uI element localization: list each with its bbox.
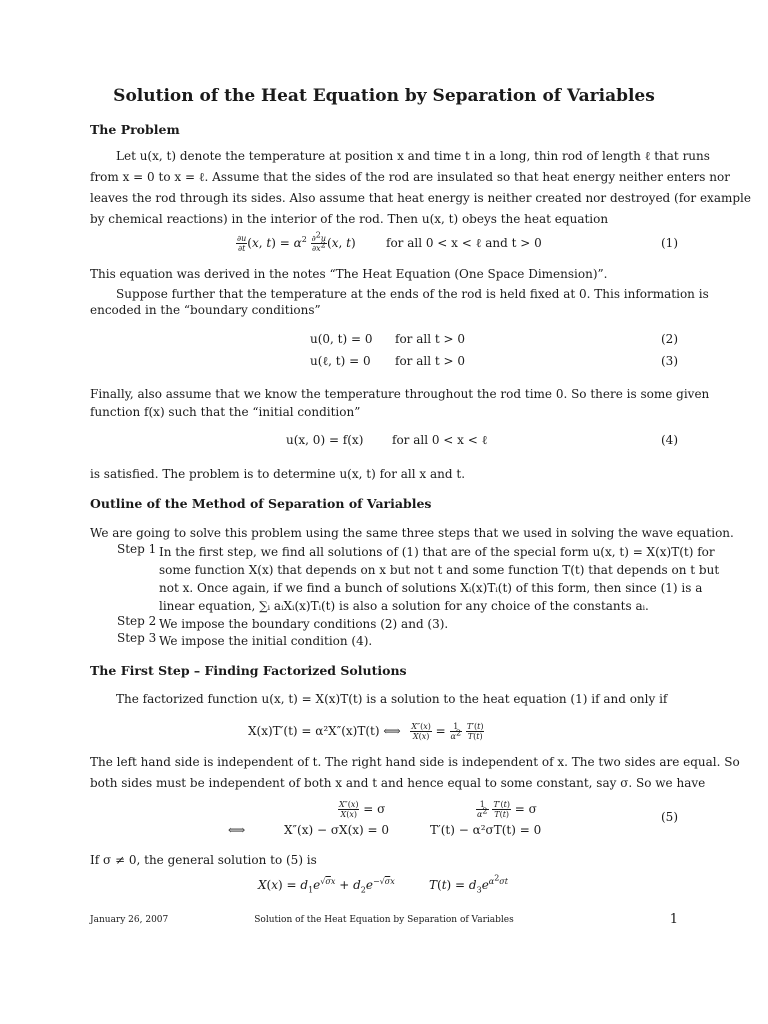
step-text-line: some function X(x) that depends on x but not t and some function T(t) that depends on t but xyxy=(159,563,720,577)
section-heading-outline: Outline of the Method of Separation of Variables xyxy=(90,496,432,511)
paragraph-line: The factorized function u(x, t) = X(x)T(t) is a solution to the heat equation (1) if and only if xyxy=(116,692,668,706)
page-number: 1 xyxy=(669,912,678,927)
equation-5-iff: ⟺ xyxy=(228,823,246,837)
page-title: Solution of the Heat Equation by Separation of Variables xyxy=(113,86,655,106)
paragraph-line: We are going to solve this problem using the same three steps that we used in solving the wave equation. xyxy=(90,526,734,540)
equation-5-right-bottom: T′(t) − α²σT(t) = 0 xyxy=(430,823,542,837)
paragraph-line: Suppose further that the temperature at the ends of the rod is held fixed at 0. This information is xyxy=(116,287,709,301)
paragraph-line: This equation was derived in the notes “The Heat Equation (One Space Dimension)”. xyxy=(90,267,608,281)
step-text-line: linear equation, ∑ᵢ aᵢXᵢ(x)Tᵢ(t) is also a solution for any choice of the constants aᵢ. xyxy=(159,599,649,613)
equation-2-condition: for all t > 0 xyxy=(395,332,466,346)
paragraph-line: encoded in the “boundary conditions” xyxy=(90,303,321,317)
paragraph-line: both sides must be independent of both x and t and hence equal to some constant, say σ. So we have xyxy=(90,776,706,790)
paragraph-line: by chemical reactions) in the interior of the rod. Then u(x, t) obeys the heat equation xyxy=(90,212,609,226)
equation-5-left-top-rhs: = σ xyxy=(363,802,386,816)
equation-number: (1) xyxy=(661,236,678,250)
paragraph-line: is satisfied. The problem is to determine u(x, t) for all x and t. xyxy=(90,467,466,481)
equation-4-condition: for all 0 < x < ℓ xyxy=(392,433,488,447)
footer-date: January 26, 2007 xyxy=(90,915,169,925)
equation-factorized-lhs: X(x)T′(t) = α²X″(x)T(t) ⟺ xyxy=(248,724,401,738)
equation-5-right-top: $\frac{1}{\alpha^2}$ $\frac{T'(t)}{T(t)}$ = σ xyxy=(477,800,537,819)
paragraph-line: function f(x) such that the “initial condition” xyxy=(90,405,361,419)
section-heading-first-step: The First Step – Finding Factorized Solutions xyxy=(90,663,407,678)
equation-4-lhs: u(x, 0) = f(x) xyxy=(286,433,364,447)
step-text-line: In the first step, we find all solutions of (1) that are of the special form u(x, t) = X(x)T(t) for xyxy=(159,545,715,559)
footer-title: Solution of the Heat Equation by Separation of Variables xyxy=(254,915,514,925)
paragraph-line: from x = 0 to x = ℓ. Assume that the sides of the rod are insulated so that heat energy neither enters nor xyxy=(90,170,730,184)
equation-3-condition: for all t > 0 xyxy=(395,354,466,368)
paragraph-line: The left hand side is independent of t. The right hand side is independent of x. The two sides are equal. So xyxy=(90,755,740,769)
section-heading-problem: The Problem xyxy=(90,122,180,137)
paragraph-line: If σ ≠ 0, the general solution to (5) is xyxy=(90,853,317,867)
equation-2-lhs: u(0, t) = 0 xyxy=(310,332,373,346)
equation-1-lhs: $\frac{\partial u}{\partial t}$ (x, $t) = \alpha^2$ $\frac{\partial^2u}{\partial x^2}$ (x, t) xyxy=(237,230,356,253)
step-text-line: We impose the initial condition (4). xyxy=(159,634,373,648)
equation-6-left: $X(x) = d_1e^{√\sigma x} + d_2e^{-√\sigma x}$ xyxy=(258,877,395,895)
paragraph-line: Let u(x, t) denote the temperature at position x and time t in a long, thin rod of length ℓ that runs xyxy=(116,149,710,163)
step-text-line: not x. Once again, if we find a bunch of solutions Xᵢ(x)Tᵢ(t) of this form, then since (1) is a xyxy=(159,581,703,595)
equation-factorized: X(x)T′(t) = α²X″(x)T(t) ⟺ $\frac{X''(x)}{X(x)}$ = $\frac{1}{\alpha^2}$ $\frac{T'(t)}{T(t)}$ xyxy=(248,722,484,741)
equation-number: (4) xyxy=(661,433,678,447)
equation-5-right-top-rhs: = σ xyxy=(514,802,537,816)
equation-6-right: $T(t) = d_3e^{\alpha^2\sigma t}$ xyxy=(429,873,508,895)
equation-number: (3) xyxy=(661,354,678,368)
step-text-line: We impose the boundary conditions (2) and (3). xyxy=(159,617,449,631)
paragraph-line: Finally, also assume that we know the temperature throughout the rod time 0. So there is some given xyxy=(90,387,710,401)
equation-5-left-bottom: X″(x) − σX(x) = 0 xyxy=(284,823,390,837)
equation-number: (2) xyxy=(661,332,678,346)
equation-number: (5) xyxy=(661,810,678,824)
paragraph-line: leaves the rod through its sides. Also assume that heat energy is neither created nor destroyed (for example xyxy=(90,191,751,205)
step-label: Step 1 xyxy=(117,542,157,556)
equation-1-condition: for all 0 < x < ℓ and t > 0 xyxy=(386,236,542,250)
step-label: Step 2 xyxy=(117,614,157,628)
equation-5-left-top: $\frac{X''(x)}{X(x)}$ = σ xyxy=(339,800,386,819)
step-label: Step 3 xyxy=(117,631,157,645)
equation-3-lhs: u(ℓ, t) = 0 xyxy=(310,354,371,368)
